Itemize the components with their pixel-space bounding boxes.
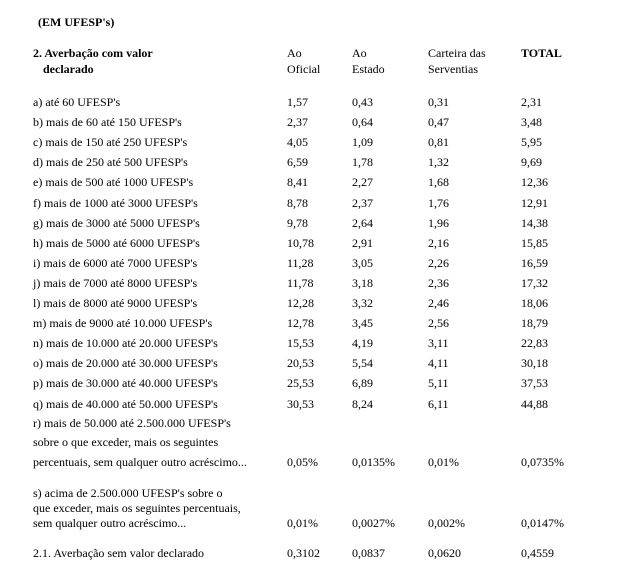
row-carteira: 1,96: [428, 216, 449, 230]
row-total: 12,36: [521, 175, 548, 189]
row-total: 12,91: [521, 196, 548, 210]
header-carteira-cont: Serventias: [428, 62, 478, 76]
row-estado: 1,78: [352, 155, 373, 169]
row-oficial: 30,53: [287, 397, 314, 411]
row-s-total: 0,0147%: [521, 516, 564, 530]
row-2-1-estado: 0,0837: [352, 546, 385, 560]
row-s-carteira: 0,002%: [428, 516, 465, 530]
row-carteira: 4,11: [428, 356, 449, 370]
row-s-oficial: 0,01%: [287, 516, 318, 530]
row-r-label-cont: sobre o que exceder, mais os seguintes: [33, 435, 219, 449]
row-oficial: 12,78: [287, 316, 314, 330]
row-label: i) mais de 6000 até 7000 UFESP's: [33, 256, 198, 270]
row-label: o) mais de 20.000 até 30.000 UFESP's: [33, 356, 218, 370]
row-total: 2,31: [521, 95, 542, 109]
row-r-total: 0,0735%: [521, 455, 564, 469]
row-estado: 2,64: [352, 216, 373, 230]
row-s-label: s) acima de 2.500.000 UFESP's sobre o: [33, 486, 223, 500]
row-oficial: 11,78: [287, 276, 314, 290]
row-carteira: 0,47: [428, 115, 449, 129]
row-estado: 2,91: [352, 236, 373, 250]
row-label: b) mais de 60 até 150 UFESP's: [33, 115, 182, 129]
row-estado: 4,19: [352, 336, 373, 350]
row-oficial: 9,78: [287, 216, 308, 230]
row-total: 18,06: [521, 296, 548, 310]
row-carteira: 1,32: [428, 155, 449, 169]
row-estado: 5,54: [352, 356, 373, 370]
row-label: h) mais de 5000 até 6000 UFESP's: [33, 236, 200, 250]
row-oficial: 10,78: [287, 236, 314, 250]
header-estado: Ao: [352, 46, 367, 60]
row-oficial: 8,41: [287, 175, 308, 189]
row-oficial: 4,05: [287, 135, 308, 149]
row-total: 9,69: [521, 155, 542, 169]
row-label: m) mais de 9000 até 10.000 UFESP's: [33, 316, 213, 330]
row-estado: 3,05: [352, 256, 373, 270]
row-total: 3,48: [521, 115, 542, 129]
row-oficial: 12,28: [287, 296, 314, 310]
row-estado: 0,64: [352, 115, 373, 129]
row-oficial: 15,53: [287, 336, 314, 350]
row-r-estado: 0,0135%: [352, 455, 395, 469]
row-carteira: 5,11: [428, 376, 449, 390]
row-carteira: 1,68: [428, 175, 449, 189]
row-total: 30,18: [521, 356, 548, 370]
row-total: 15,85: [521, 236, 548, 250]
row-2-1-total: 0,4559: [521, 546, 554, 560]
row-carteira: 0,31: [428, 95, 449, 109]
row-estado: 2,37: [352, 196, 373, 210]
row-estado: 3,32: [352, 296, 373, 310]
row-total: 44,88: [521, 397, 548, 411]
row-total: 37,53: [521, 376, 548, 390]
row-2-1-carteira: 0,0620: [428, 546, 461, 560]
row-label: j) mais de 7000 até 8000 UFESP's: [33, 276, 198, 290]
row-2-1-oficial: 0,3102: [287, 546, 320, 560]
row-carteira: 6,11: [428, 397, 449, 411]
header-estado-cont: Estado: [352, 62, 385, 76]
row-total: 14,38: [521, 216, 548, 230]
row-oficial: 20,53: [287, 356, 314, 370]
header-total: TOTAL: [521, 46, 562, 60]
row-s-label-cont: que exceder, mais os seguintes percentuais,: [33, 501, 241, 515]
row-r-oficial: 0,05%: [287, 455, 318, 469]
row-label: g) mais de 3000 até 5000 UFESP's: [33, 216, 200, 230]
row-label: e) mais de 500 até 1000 UFESP's: [33, 175, 194, 189]
row-total: 16,59: [521, 256, 548, 270]
row-carteira: 1,76: [428, 196, 449, 210]
row-label: p) mais de 30.000 até 40.000 UFESP's: [33, 376, 218, 390]
row-label: q) mais de 40.000 até 50.000 UFESP's: [33, 397, 218, 411]
row-oficial: 6,59: [287, 155, 308, 169]
row-estado: 6,89: [352, 376, 373, 390]
row-oficial: 8,78: [287, 196, 308, 210]
row-carteira: 2,26: [428, 256, 449, 270]
row-estado: 3,45: [352, 316, 373, 330]
section-label-cont: declarado: [43, 62, 94, 76]
row-s-estado: 0,0027%: [352, 516, 395, 530]
row-2-1-label: 2.1. Averbação sem valor declarado: [33, 546, 205, 560]
row-carteira: 2,16: [428, 236, 449, 250]
row-label: d) mais de 250 até 500 UFESP's: [33, 155, 188, 169]
row-estado: 1,09: [352, 135, 373, 149]
header-oficial-cont: Oficial: [287, 62, 321, 76]
row-r-label-cont2: percentuais, sem qualquer outro acréscimo...: [33, 455, 247, 469]
row-label: c) mais de 150 até 250 UFESP's: [33, 135, 188, 149]
row-total: 5,95: [521, 135, 542, 149]
row-estado: 8,24: [352, 397, 373, 411]
row-total: 22,83: [521, 336, 548, 350]
row-carteira: 3,11: [428, 336, 449, 350]
row-r-label: r) mais de 50.000 até 2.500.000 UFESP's: [33, 416, 231, 430]
row-carteira: 2,56: [428, 316, 449, 330]
row-estado: 2,27: [352, 175, 373, 189]
header-carteira: Carteira das: [428, 46, 486, 60]
row-estado: 3,18: [352, 276, 373, 290]
row-carteira: 2,46: [428, 296, 449, 310]
row-label: f) mais de 1000 até 3000 UFESP's: [33, 196, 198, 210]
row-estado: 0,43: [352, 95, 373, 109]
row-total: 17,32: [521, 276, 548, 290]
row-s-label-cont2: sem qualquer outro acréscimo...: [33, 516, 187, 530]
header-oficial: Ao: [287, 46, 302, 60]
row-total: 18,79: [521, 316, 548, 330]
row-oficial: 1,57: [287, 95, 308, 109]
row-label: a) até 60 UFESP's: [33, 95, 121, 109]
table-title: (EM UFESP's): [38, 15, 115, 29]
row-carteira: 0,81: [428, 135, 449, 149]
row-label: l) mais de 8000 até 9000 UFESP's: [33, 296, 198, 310]
row-carteira: 2,36: [428, 276, 449, 290]
row-oficial: 11,28: [287, 256, 314, 270]
row-label: n) mais de 10.000 até 20.000 UFESP's: [33, 336, 218, 350]
row-oficial: 25,53: [287, 376, 314, 390]
section-label: 2. Averbação com valor: [33, 46, 153, 60]
row-oficial: 2,37: [287, 115, 308, 129]
row-r-carteira: 0,01%: [428, 455, 459, 469]
